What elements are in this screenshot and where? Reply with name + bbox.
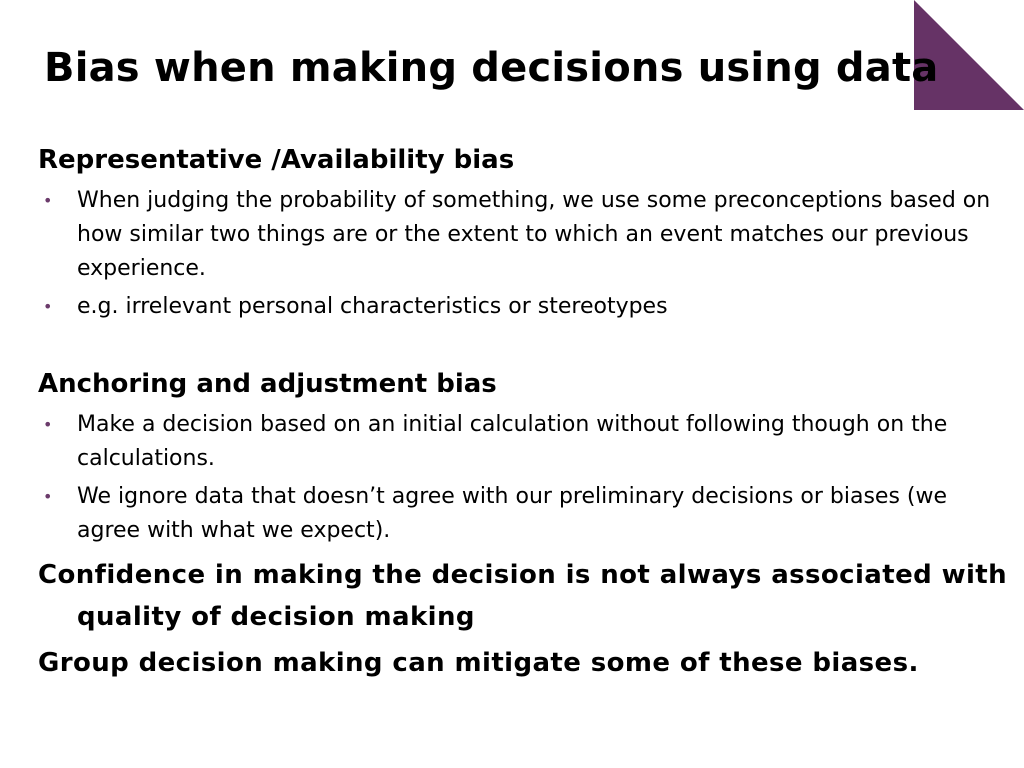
statement-group-decision: Group decision making can mitigate some of these biases. (38, 648, 919, 678)
bullet-icon: • (43, 297, 53, 316)
slide-title: Bias when making decisions using data (44, 45, 939, 91)
bullet-item (38, 184, 1013, 286)
bullet-text: When judging the probability of something, we use some preconceptions based on how similar two things are or the extent to which an event matches our previous experience. (77, 188, 991, 281)
statement-confidence: Confidence in making the decision is not always associated with quality of decision making (38, 560, 1008, 632)
section-heading: Representative /Availability bias (38, 145, 515, 175)
bullet-icon: • (43, 487, 53, 506)
section-heading: Anchoring and adjustment bias (38, 369, 497, 399)
bullet-icon: • (43, 415, 53, 434)
bullet-text: We ignore data that doesn’t agree with our preliminary decisions or biases (we agree with what we expect). (77, 484, 948, 543)
section-anchoring-adjustment (38, 364, 1013, 548)
bullet-list (38, 408, 1013, 548)
slide-body (38, 140, 1013, 684)
bullet-list (38, 184, 1013, 324)
bullet-text: e.g. irrelevant personal characteristics or stereotypes (77, 294, 668, 319)
bullet-item (38, 480, 1013, 548)
bullet-item (38, 290, 1013, 324)
bullet-item (38, 408, 1013, 476)
bullet-text: Make a decision based on an initial calculation without following though on the calculations. (77, 412, 948, 471)
bullet-icon: • (43, 191, 53, 210)
section-spacer (38, 324, 1013, 364)
section-representative-availability (38, 140, 1013, 324)
